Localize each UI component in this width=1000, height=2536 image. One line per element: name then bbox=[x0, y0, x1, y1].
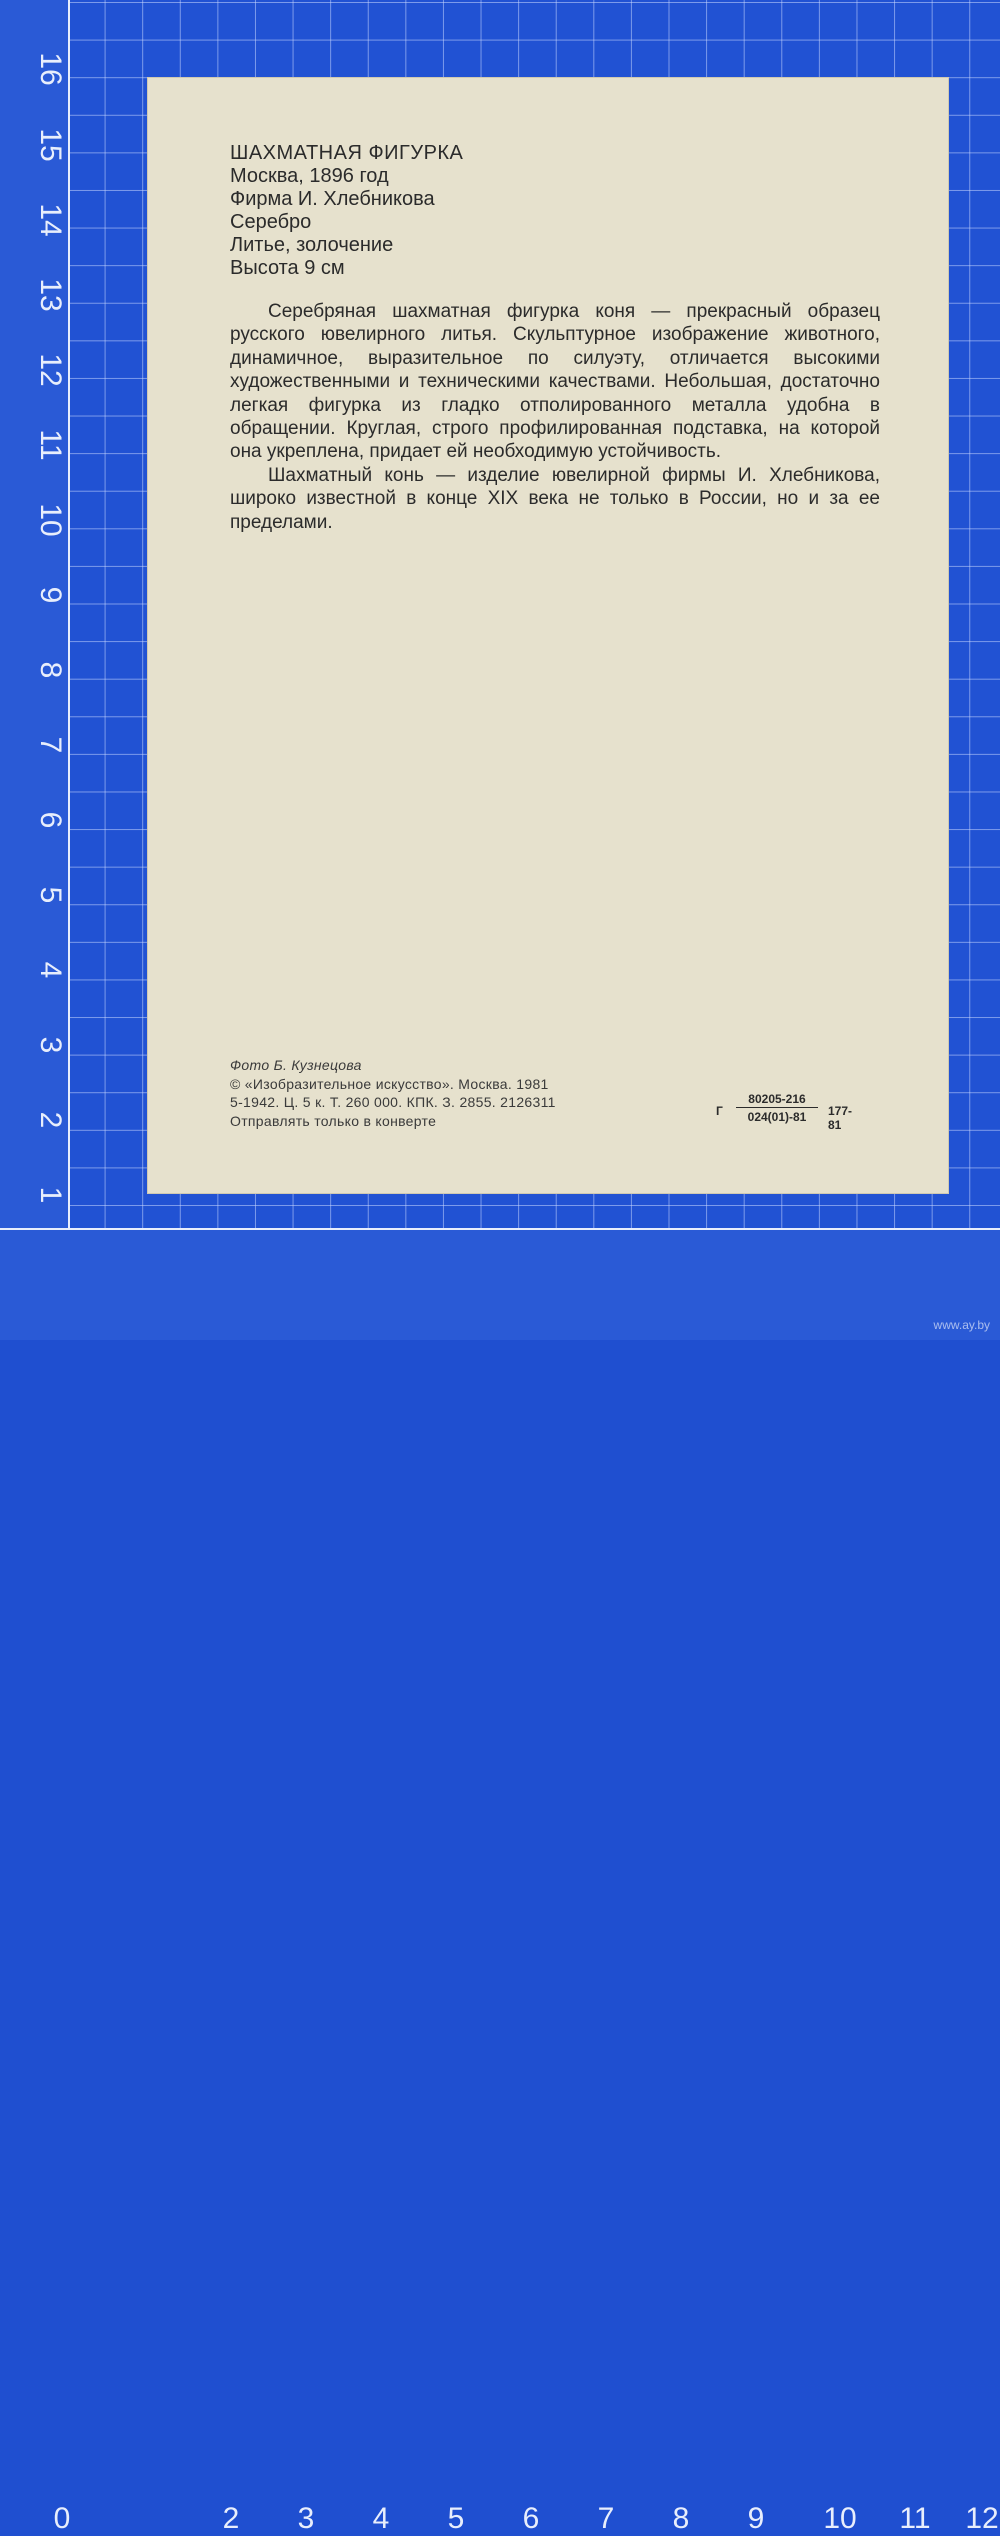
paragraph: Серебряная шахматная фигурка коня — прекрасный образец русского ювелирного литья. Скульптурное изображение животного, динамичное, выразительное по силуэту, отличается высокими художественными и техническими качествами. Небольшая, достаточно легкая фигурка из гладко отполированного металла удобна в обращении. Круглая, строго профилированная подставка, на которой она укреплена, придает ей необходимую устойчивость. bbox=[230, 301, 880, 463]
ruler-number: 6 bbox=[34, 811, 67, 829]
ruler-number: 1 bbox=[34, 1186, 67, 1204]
ruler-number: 10 bbox=[823, 2502, 857, 2535]
ruler-number: 8 bbox=[672, 2502, 690, 2535]
paragraph: Шахматный конь — изделие ювелирной фирмы И. Хлебникова, широко известной в конце XIX века не только в России, но и за ее пределами. bbox=[230, 464, 880, 533]
ruler-number: 13 bbox=[34, 278, 67, 312]
meta-line: Высота 9 см bbox=[230, 257, 345, 279]
ruler-number: 10 bbox=[34, 503, 67, 537]
code-prefix: Г bbox=[716, 1104, 723, 1118]
photo-credit: Фото Б. Кузнецова bbox=[230, 1057, 362, 1073]
ruler-number: 16 bbox=[34, 52, 67, 86]
ruler-number: 9 bbox=[34, 586, 67, 604]
ruler-number: 2 bbox=[34, 1111, 67, 1129]
ruler-number: 3 bbox=[34, 1036, 67, 1054]
ruler-number: 3 bbox=[297, 2502, 315, 2535]
send-note: Отправлять только в конверте bbox=[230, 1112, 437, 1129]
ruler-number: 5 bbox=[447, 2502, 465, 2535]
ruler-bottom bbox=[0, 1228, 1000, 2535]
title-block bbox=[230, 142, 463, 280]
code-numerator: 80205-216 bbox=[736, 1092, 818, 1108]
description bbox=[230, 300, 880, 534]
ruler-number: 7 bbox=[597, 2502, 615, 2535]
code-fraction bbox=[736, 1092, 818, 1124]
imprint bbox=[230, 1056, 556, 1130]
ruler-number: 15 bbox=[34, 128, 67, 162]
meta-line: Серебро bbox=[230, 211, 312, 233]
card-title: ШАХМАТНАЯ ФИГУРКА bbox=[230, 142, 464, 164]
ruler-number: 8 bbox=[34, 661, 67, 679]
code-suffix: 177-81 bbox=[828, 1104, 853, 1132]
ruler-number: 12 bbox=[34, 353, 67, 387]
ruler-number: 6 bbox=[522, 2502, 540, 2535]
ruler-number: 9 bbox=[747, 2502, 765, 2535]
meta-line: Москва, 1896 год bbox=[230, 165, 389, 187]
code-denominator: 024(01)-81 bbox=[747, 1110, 807, 1124]
watermark: www.ay.by bbox=[933, 1318, 990, 1332]
ruler-number: 4 bbox=[372, 2502, 390, 2535]
ruler-number: 5 bbox=[34, 886, 67, 904]
ruler-number: 14 bbox=[34, 203, 67, 237]
ruler-left bbox=[0, 0, 70, 1338]
postcard-back bbox=[148, 78, 948, 1193]
ruler-number: 4 bbox=[34, 961, 67, 979]
ruler-number: 7 bbox=[34, 736, 67, 754]
ruler-number: 2 bbox=[222, 2502, 240, 2535]
ruler-number: 11 bbox=[899, 2502, 931, 2535]
ruler-number: 12 bbox=[965, 2502, 999, 2535]
print-info: 5-1942. Ц. 5 к. Т. 260 000. КПК. З. 2855. 2126311 bbox=[230, 1094, 556, 1110]
meta-line: Фирма И. Хлебникова bbox=[230, 188, 435, 210]
publisher-line: © «Изобразительное искусство». Москва. 1981 bbox=[230, 1075, 549, 1092]
ruler-number: 0 bbox=[53, 2502, 71, 2535]
ruler-number: 11 bbox=[34, 429, 67, 461]
meta-line: Литье, золочение bbox=[230, 234, 394, 256]
